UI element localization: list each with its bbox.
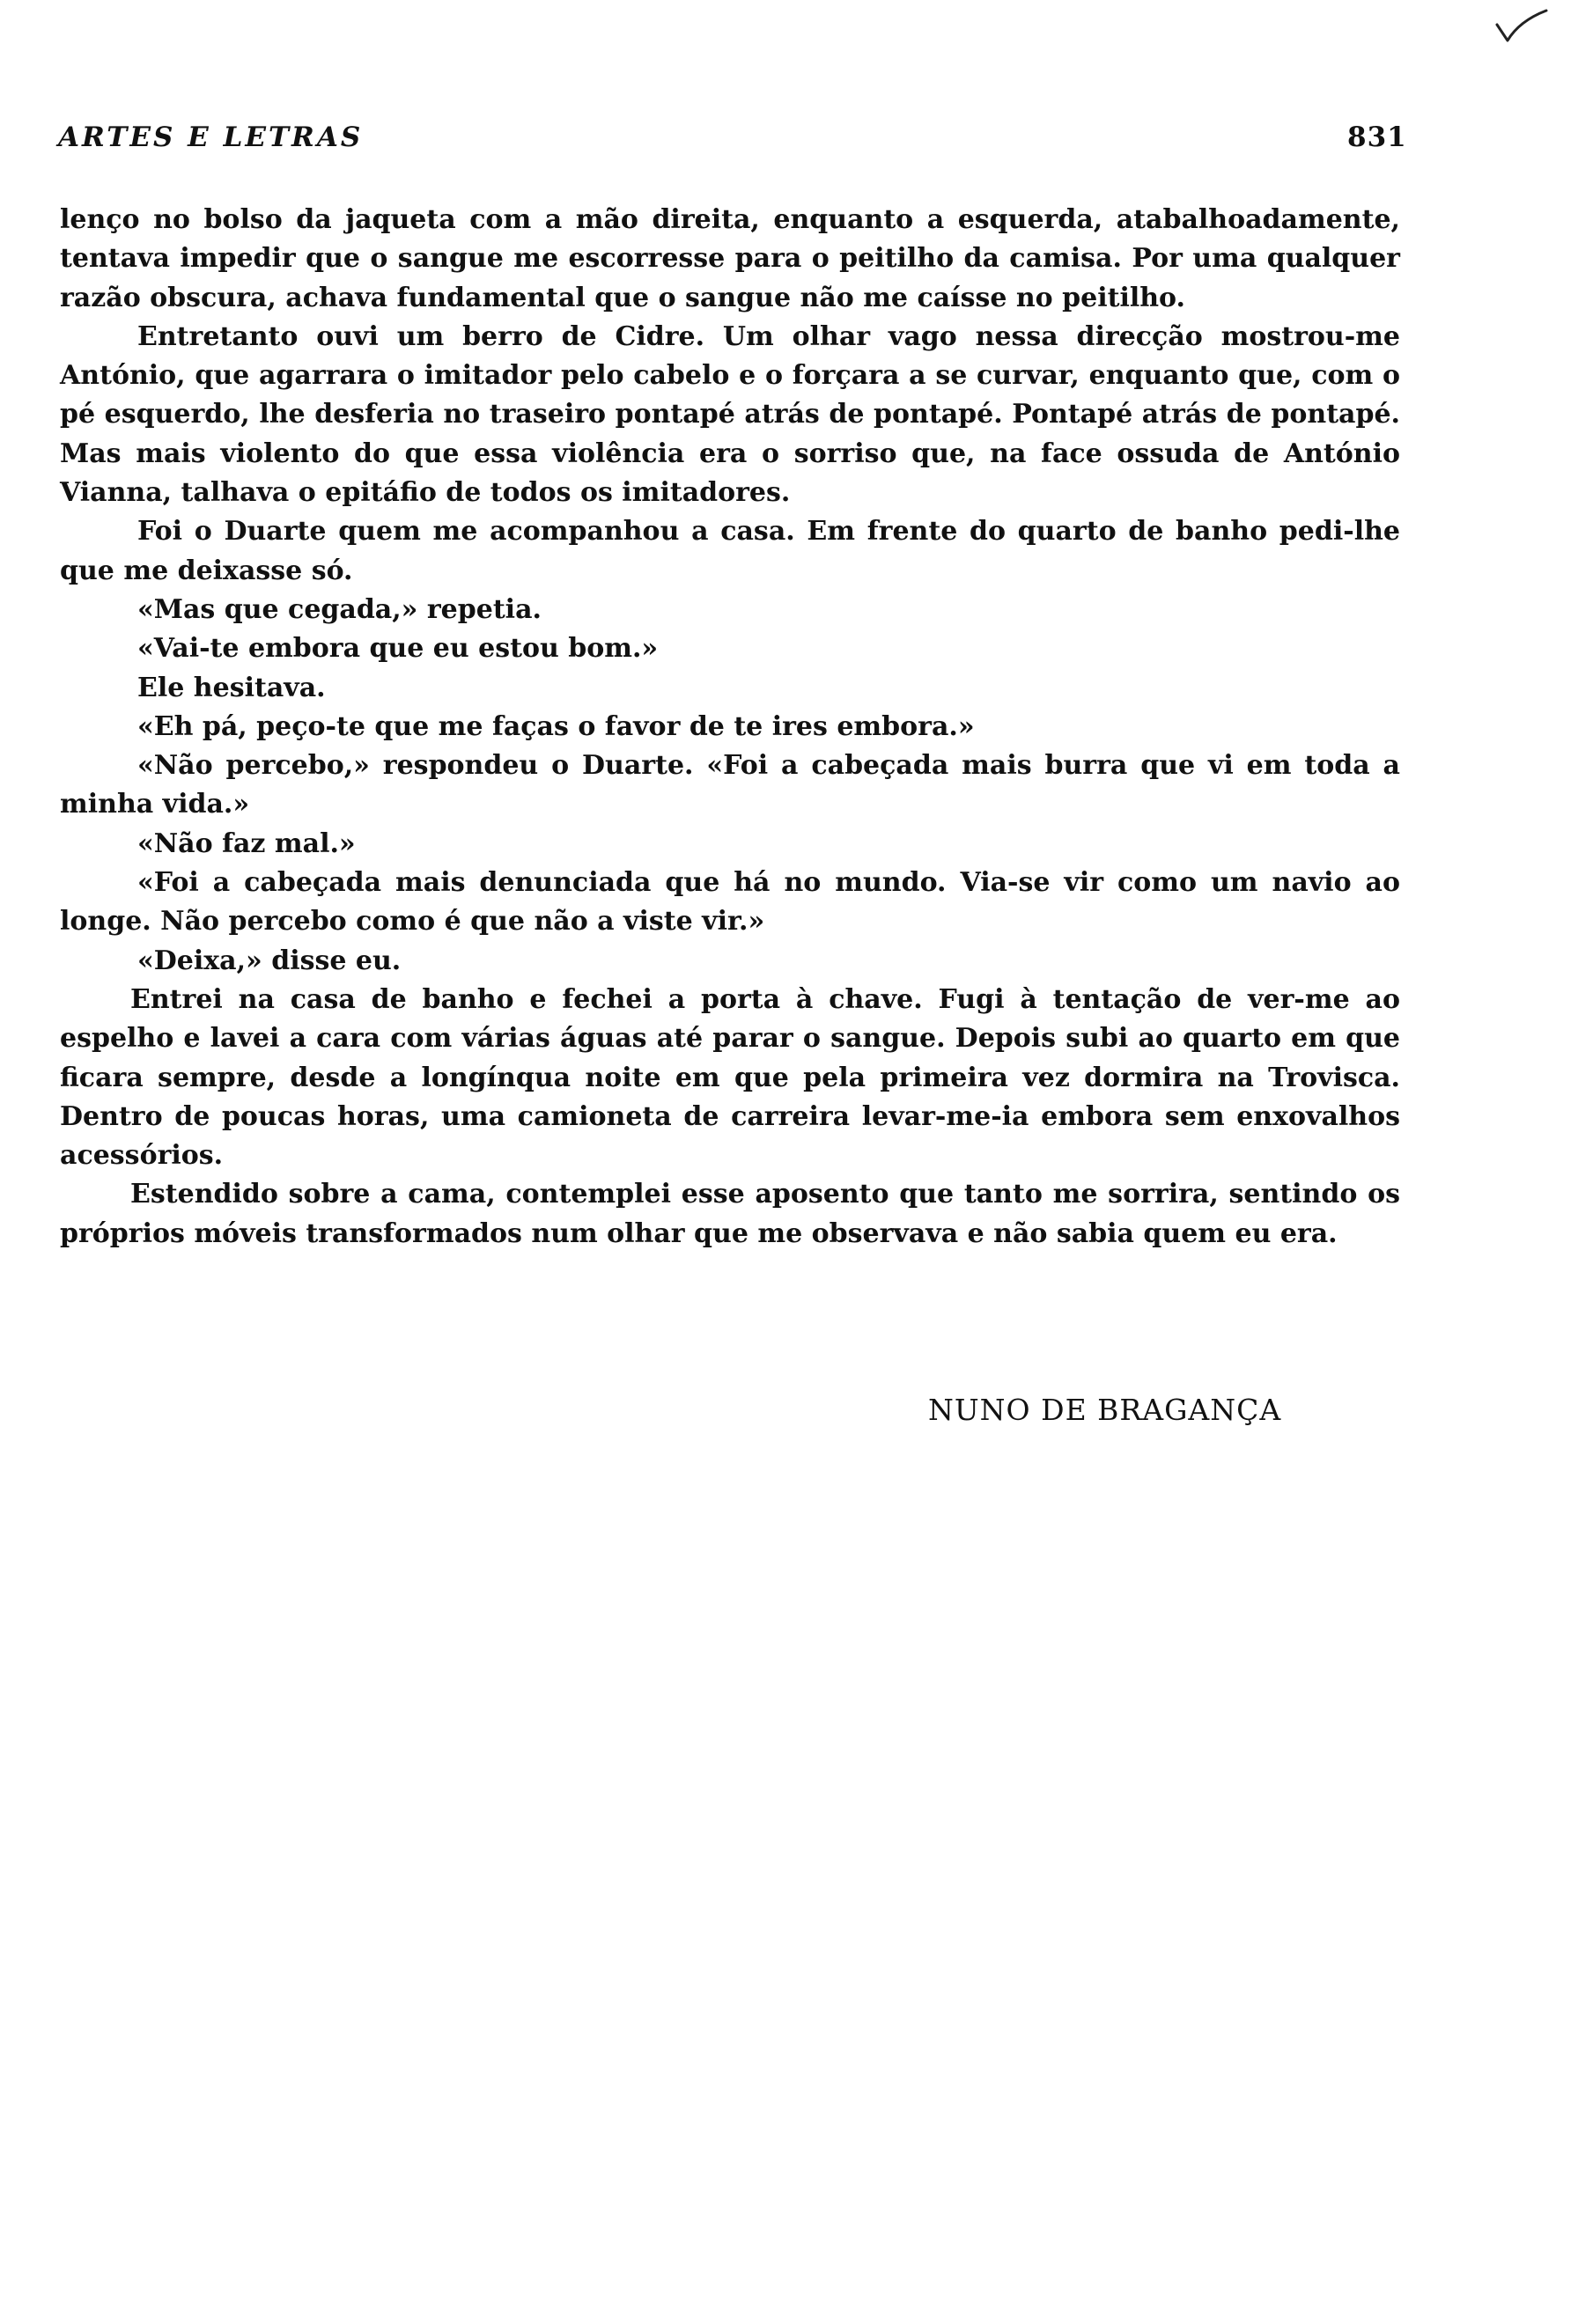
dialogue-line: «Mas que cegada,» repetia. <box>137 593 542 625</box>
dialogue-line: «Não faz mal.» <box>137 827 356 859</box>
body-text <box>60 201 1400 1254</box>
paragraph: lenço no bolso da jaqueta com a mão direita, enquanto a esquerda, atabalhoadamente, tentava impedir que o sangue me escorresse para o peitilho da camisa. Por uma qualquer razão obscura, achava fundamental que o sangue não me caísse no peitilho. <box>60 204 1400 313</box>
paragraph: Foi o Duarte quem me acompanhou a casa. Em frente do quarto de banho pedi-lhe que me deixasse só. <box>60 516 1400 586</box>
dialogue-line: «Vai-te embora que eu estou bom.» <box>137 633 659 665</box>
handwritten-checkmark-icon <box>1493 7 1550 46</box>
paragraph: Estendido sobre a cama, contemplei esse aposento que tanto me sorrira, sentindo os próprios móveis transformados num olhar que me observava e não sabia quem eu era. <box>60 1179 1400 1249</box>
dialogue-line: «Foi a cabeçada mais denunciada que há no mundo. Via-se vir como um navio ao longe. Não percebo como é que não a viste vir.» <box>60 867 1400 938</box>
page-number: 831 <box>1347 121 1407 153</box>
paragraph: Entretanto ouvi um berro de Cidre. Um olhar vago nessa direcção mostrou-me António, que agarrara o imitador pelo cabelo e o forçara a se curvar, enquanto que, com o pé esquerdo, lhe desferia no traseiro pontapé atrás de pontapé. Pontapé atrás de pontapé. Mas mais violento do que essa violência era o sorriso que, na face ossuda de António Vianna, talhava o epitáfio de todos os imitadores. <box>60 320 1400 509</box>
dialogue-line: «Eh pá, peço-te que me faças o favor de te ires embora.» <box>137 710 975 742</box>
dialogue-line: «Não percebo,» respondeu o Duarte. «Foi a cabeçada mais burra que vi em toda a minha vida.» <box>60 750 1400 820</box>
dialogue-line: «Deixa,» disse eu. <box>137 945 402 976</box>
paragraph: Entrei na casa de banho e fechei a porta à chave. Fugi à tentação de ver-me ao espelho e lavei a cara com várias águas até parar o sangue. Depois subi ao quarto em que ficara sempre, desde a longínqua noite em que pela primeira vez dormira na Trovisca. Dentro de poucas horas, uma camioneta de carreira levar-me-ia embora sem enxovalhos acessórios. <box>60 983 1400 1172</box>
author-signature: NUNO DE BRAGANÇA <box>928 1393 1282 1427</box>
paragraph: Ele hesitava. <box>137 672 326 703</box>
running-title: ARTES E LETRAS <box>58 121 364 153</box>
